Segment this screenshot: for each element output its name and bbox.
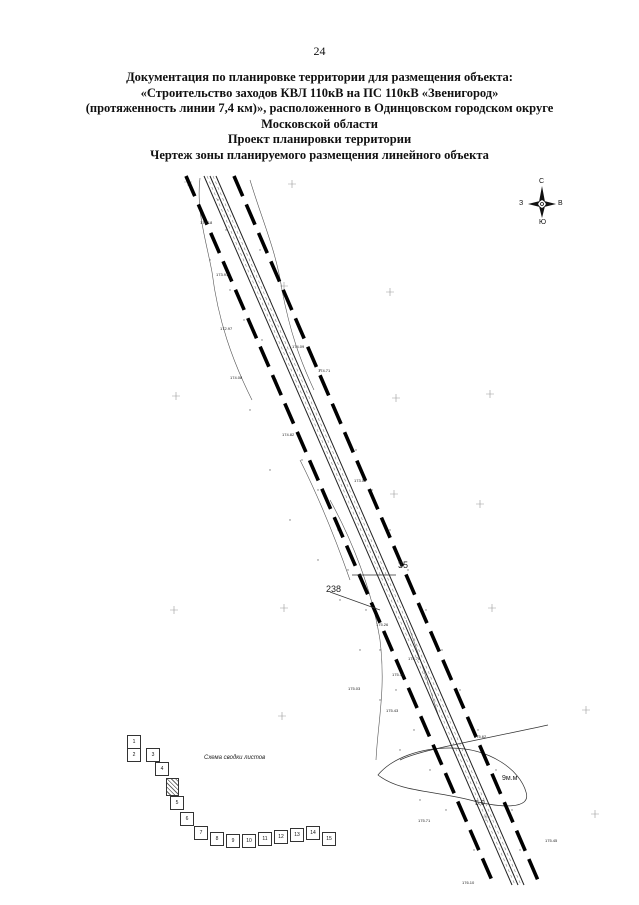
elevation-label: 175.43: [386, 708, 399, 713]
title-line-6: Чертеж зоны планируемого размещения линейного объекта: [150, 147, 489, 162]
zone-boundary-left: [186, 176, 494, 885]
compass-west: З: [519, 200, 524, 207]
elevation-label: 175.62: [474, 734, 487, 739]
title-line-4: Московской области: [261, 116, 378, 131]
dot-pattern: [209, 199, 520, 850]
elevation-label: 174.82: [282, 432, 295, 437]
sheet-cell: 1: [127, 735, 141, 749]
page-number: 24: [313, 44, 326, 58]
elevation-label: 174.08: [230, 375, 243, 380]
compass-south: Ю: [539, 219, 547, 226]
elevation-label: 174.09: [292, 344, 305, 349]
sheet-cell-current: [166, 778, 179, 796]
sheet-cell: 3: [146, 748, 160, 762]
pole-marker-238: [330, 592, 380, 610]
elevation-label: 174.71: [318, 368, 331, 373]
sheet-cell: 8: [210, 832, 224, 846]
elevation-label: 175.76: [408, 656, 421, 661]
elevation-label: 172.97: [220, 326, 233, 331]
sheet-cell: 5: [170, 796, 184, 810]
title-line-2: «Строительство заходов КВЛ 110кВ на ПС 110кВ «Звенигород»: [140, 85, 499, 100]
title-line-5: Проект планировки территории: [227, 132, 412, 147]
elevation-label: 175.72: [392, 672, 405, 677]
title-line-3: (протяженность линии 7,4 км)», расположенного в Одинцовском городском округе: [85, 101, 554, 116]
sheet-cell: 12: [274, 830, 288, 844]
sheet-cell: 14: [306, 826, 320, 840]
power-line-corridor: [204, 176, 524, 885]
survey-crosses: [170, 178, 599, 821]
sheet-cell: 13: [290, 828, 304, 842]
sheet-cell: 2: [127, 748, 141, 762]
compass-east: В: [558, 200, 563, 207]
sheet-cell: 6: [180, 812, 194, 826]
sheet-cell: 7: [194, 826, 208, 840]
sheet-cell: 15: [322, 832, 336, 846]
elevation-label: 175.45: [545, 838, 558, 843]
sheet-cell: 9: [226, 834, 240, 848]
zone-boundary-right: [234, 176, 540, 885]
elevation-label: 173.91: [216, 272, 229, 277]
elevation-label: 173.18: [200, 220, 213, 225]
elevation-label: 175.71: [418, 818, 431, 823]
area-label-1: 9м.м: [502, 775, 518, 782]
elevation-label: 176.10: [462, 880, 475, 885]
pole-label-238: 238: [326, 584, 342, 594]
area-label-2: 5.0: [475, 800, 485, 807]
sheet-cell: 4: [155, 762, 169, 776]
elevation-label: 175.03: [348, 686, 361, 691]
sheet-cell: 10: [242, 834, 256, 848]
title-line-1: Документация по планировке территории для размещения объекта:: [126, 70, 513, 84]
sheet-cell: 11: [258, 832, 272, 846]
compass-north: С: [539, 178, 545, 185]
pole-label-35: 35: [398, 560, 409, 570]
elevation-label: 175.26: [376, 622, 389, 627]
sheet-scheme-label: Схема сводки листов: [204, 755, 266, 761]
elevation-label: 173.15: [354, 478, 367, 483]
